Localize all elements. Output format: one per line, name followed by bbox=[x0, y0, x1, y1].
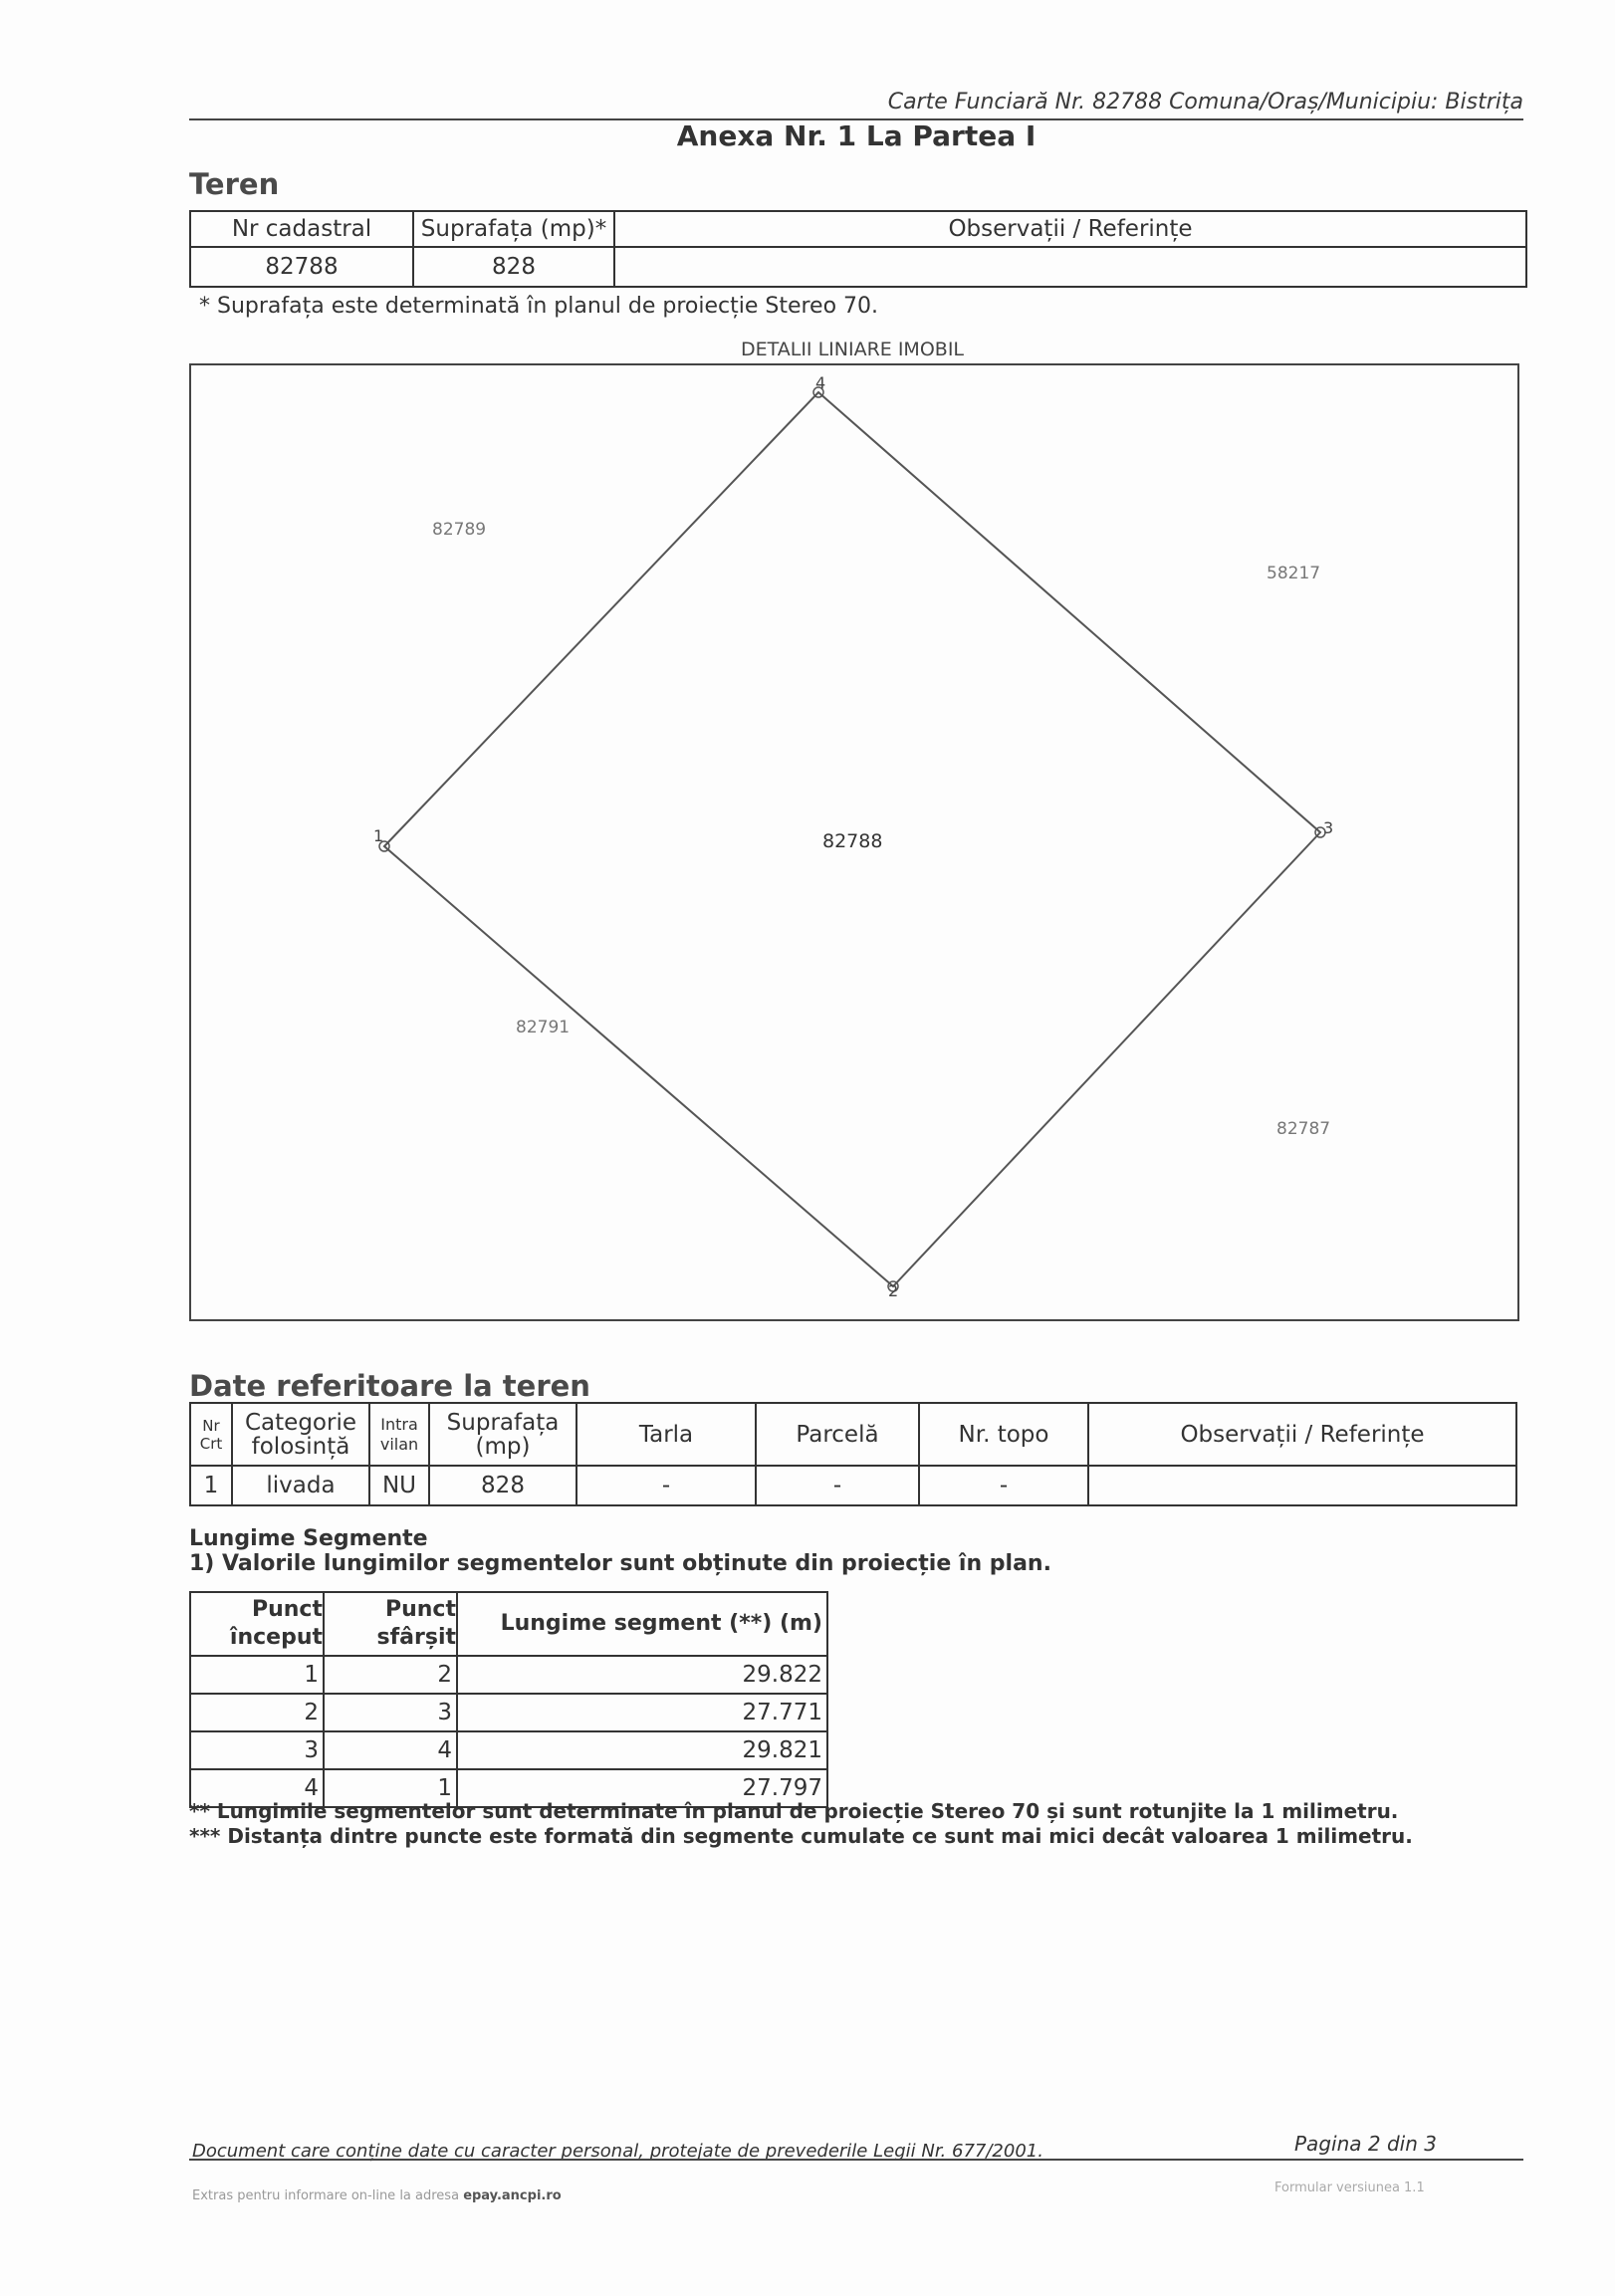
segmente-cell: 27.797 bbox=[457, 1769, 827, 1807]
plan-frame bbox=[189, 363, 1519, 1321]
teren-header-cell: Nr cadastral bbox=[190, 211, 413, 247]
date-teren-cell: NU bbox=[369, 1466, 429, 1505]
teren-cell: 82788 bbox=[190, 247, 413, 287]
point-label: 4 bbox=[815, 373, 826, 392]
footer-page-number: Pagina 2 din 3 bbox=[1294, 2132, 1437, 2156]
teren-header-row bbox=[190, 211, 1526, 247]
segmente-header-cell: Lungime segment (**) (m) bbox=[457, 1592, 827, 1656]
date-teren-header-cell: Nr Crt bbox=[190, 1403, 232, 1466]
segmente-header-cell: Punct început bbox=[190, 1592, 324, 1656]
date-teren-header-cell: Intra vilan bbox=[369, 1403, 429, 1466]
segmente-cell: 27.771 bbox=[457, 1694, 827, 1731]
segmente-cell: 2 bbox=[190, 1694, 324, 1731]
footer-source bbox=[192, 2188, 562, 2203]
teren-cell: 828 bbox=[413, 247, 614, 287]
footer-source-prefix: Extras pentru informare on-line la adresa bbox=[192, 2188, 460, 2203]
segmente-row bbox=[190, 1694, 827, 1731]
date-teren-header-cell: Categorie folosință bbox=[232, 1403, 369, 1466]
point-label: 2 bbox=[888, 1281, 899, 1300]
plan-title: DETALII LINIARE IMOBIL bbox=[740, 339, 965, 360]
neighbor-parcel-label: 82791 bbox=[516, 1018, 571, 1037]
segmente-cell: 29.821 bbox=[457, 1731, 827, 1769]
date-teren-cell bbox=[1088, 1466, 1516, 1505]
date-teren-header-cell: Parcelă bbox=[756, 1403, 919, 1466]
segmente-header-row bbox=[190, 1592, 827, 1656]
carte-funciara-header: Carte Funciară Nr. 82788 Comuna/Oraș/Municipiu: Bistrița bbox=[887, 90, 1523, 115]
date-teren-table bbox=[189, 1402, 1517, 1506]
footer-divider bbox=[189, 2159, 1523, 2161]
teren-data-row bbox=[190, 247, 1526, 287]
date-teren-data-row bbox=[190, 1466, 1516, 1505]
segmente-cell: 1 bbox=[324, 1769, 457, 1807]
segmente-subtitle: 1) Valorile lungimilor segmentelor sunt obținute din proiecție în plan. bbox=[189, 1551, 1051, 1576]
date-teren-header-cell: Suprafața (mp) bbox=[429, 1403, 577, 1466]
point-label: 1 bbox=[373, 826, 384, 845]
date-teren-header-cell: Observații / Referințe bbox=[1088, 1403, 1516, 1466]
date-teren-cell: 1 bbox=[190, 1466, 232, 1505]
neighbor-parcel-label: 82789 bbox=[432, 520, 487, 540]
segmente-row bbox=[190, 1656, 827, 1694]
footer-source-site: epay.ancpi.ro bbox=[463, 2188, 562, 2203]
segmente-cell: 3 bbox=[190, 1731, 324, 1769]
segmente-cell: 4 bbox=[324, 1731, 457, 1769]
neighbor-parcel-label: 58217 bbox=[1267, 564, 1321, 583]
segmente-note-2: *** Distanța dintre puncte este formată din segmente cumulate ce sunt mai mici decât valoarea 1 milimetru. bbox=[189, 1824, 1413, 1848]
parcel-plan-svg bbox=[191, 365, 1517, 1319]
segmente-title: Lungime Segmente bbox=[189, 1526, 428, 1551]
date-teren-section-title: Date referitoare la teren bbox=[189, 1369, 590, 1403]
date-teren-header-row bbox=[190, 1403, 1516, 1466]
segmente-header-cell: Punct sfârșit bbox=[324, 1592, 457, 1656]
neighbor-parcel-label: 82787 bbox=[1276, 1119, 1331, 1139]
date-teren-header-cell: Nr. topo bbox=[919, 1403, 1088, 1466]
teren-table bbox=[189, 210, 1527, 288]
segmente-cell: 3 bbox=[324, 1694, 457, 1731]
teren-note: * Suprafața este determinată în planul de proiecție Stereo 70. bbox=[199, 294, 879, 319]
segmente-cell: 4 bbox=[190, 1769, 324, 1807]
footer-disclaimer: Document care conține date cu caracter personal, protejate de prevederile Legii Nr. 677/2001. bbox=[192, 2141, 1043, 2162]
footer-version: Formular versiunea 1.1 bbox=[1274, 2181, 1425, 2195]
anexa-title: Anexa Nr. 1 La Partea I bbox=[676, 119, 1037, 152]
segmente-note-1: ** Lungimile segmentelor sunt determinate în planul de proiecție Stereo 70 și sunt rotunjite la 1 milimetru. bbox=[189, 1799, 1399, 1823]
segmente-cell: 29.822 bbox=[457, 1656, 827, 1694]
point-label: 3 bbox=[1323, 818, 1334, 837]
date-teren-cell: - bbox=[577, 1466, 756, 1505]
date-teren-header-cell: Tarla bbox=[577, 1403, 756, 1466]
parcel-number-label: 82788 bbox=[822, 830, 883, 852]
teren-cell bbox=[614, 247, 1526, 287]
segmente-row bbox=[190, 1731, 827, 1769]
teren-header-cell: Observații / Referințe bbox=[614, 211, 1526, 247]
date-teren-cell: - bbox=[756, 1466, 919, 1505]
teren-header-cell: Suprafața (mp)* bbox=[413, 211, 614, 247]
teren-section-title: Teren bbox=[189, 167, 280, 201]
segmente-cell: 2 bbox=[324, 1656, 457, 1694]
date-teren-cell: - bbox=[919, 1466, 1088, 1505]
segmente-table bbox=[189, 1591, 828, 1808]
date-teren-cell: 828 bbox=[429, 1466, 577, 1505]
date-teren-cell: livada bbox=[232, 1466, 369, 1505]
segmente-cell: 1 bbox=[190, 1656, 324, 1694]
